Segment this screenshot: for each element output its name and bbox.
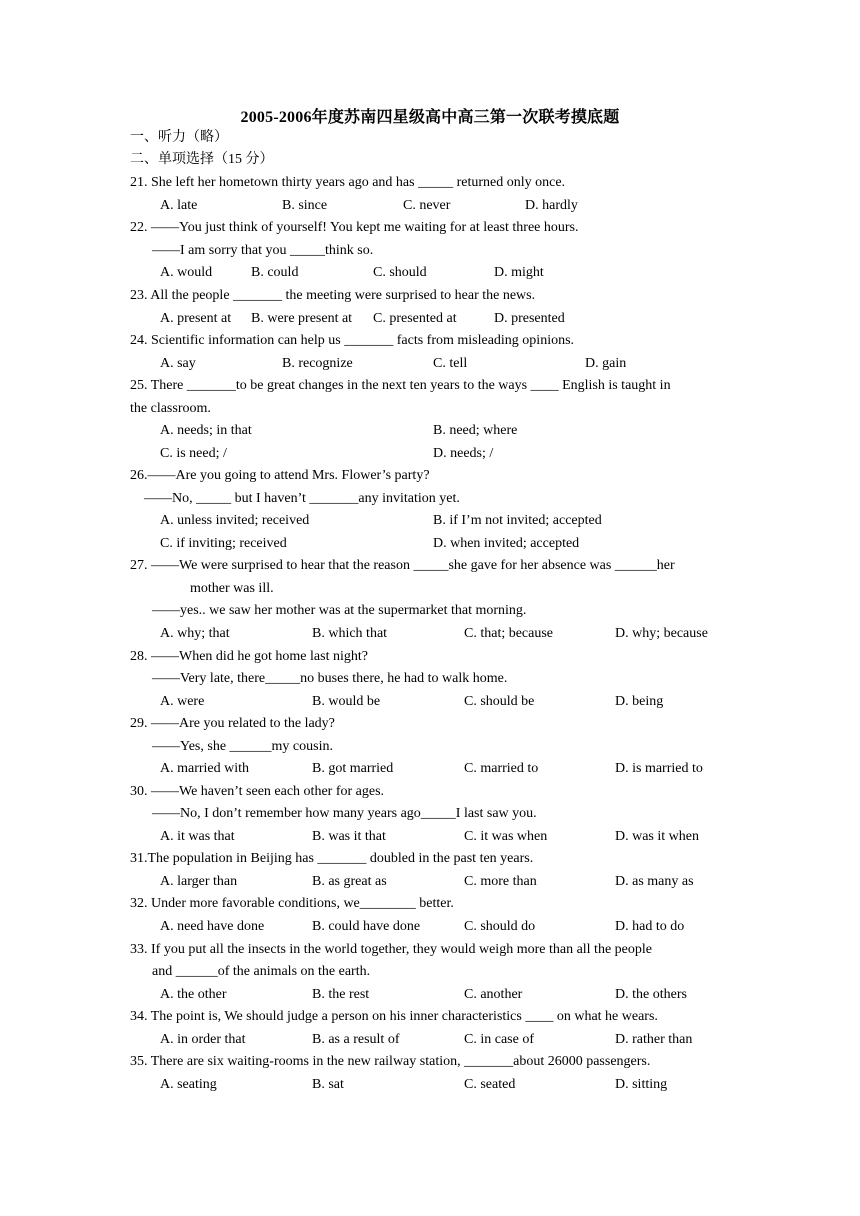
question-32-option-a: A. need have done bbox=[160, 919, 265, 934]
question-22-option-d: D. might bbox=[494, 265, 544, 280]
question-21-option-b: B. since bbox=[282, 198, 328, 213]
question-27-option-d: D. why; because bbox=[615, 626, 708, 641]
question-33-option-d: D. the others bbox=[615, 987, 687, 1002]
question-23-stem: 23. All the people _______ the meeting were surprised to hear the news. bbox=[130, 288, 536, 303]
question-26-reply: ——No, _____ but I haven’t _______any invitation yet. bbox=[144, 491, 460, 506]
question-32-option-d: D. had to do bbox=[615, 919, 685, 934]
question-24-option-d: D. gain bbox=[585, 356, 627, 371]
question-24-stem: 24. Scientific information can help us _______ facts from misleading opinions. bbox=[130, 333, 575, 348]
question-23-option-d: D. presented bbox=[494, 311, 565, 326]
section-listening: 一、听力（略） bbox=[130, 130, 228, 145]
question-30-option-c: C. it was when bbox=[464, 829, 548, 844]
question-31-option-c: C. more than bbox=[464, 874, 537, 889]
question-31-stem: 31.The population in Beijing has _______ doubled in the past ten years. bbox=[130, 851, 534, 866]
question-33-stem: 33. If you put all the insects in the world together, they would weigh more than all the people bbox=[130, 942, 652, 957]
question-23-option-b: B. were present at bbox=[251, 311, 353, 326]
question-26-option-c: C. if inviting; received bbox=[160, 536, 287, 551]
question-29-option-d: D. is married to bbox=[615, 761, 703, 776]
question-29-option-c: C. married to bbox=[464, 761, 539, 776]
question-33-option-b: B. the rest bbox=[312, 987, 370, 1002]
question-34-option-c: C. in case of bbox=[464, 1032, 534, 1047]
question-21-stem: 21. She left her hometown thirty years ago and has _____ returned only once. bbox=[130, 175, 566, 190]
question-25-option-c: C. is need; / bbox=[160, 446, 227, 461]
question-35-option-d: D. sitting bbox=[615, 1077, 668, 1092]
question-32-option-b: B. could have done bbox=[312, 919, 421, 934]
question-25-option-a: A. needs; in that bbox=[160, 423, 252, 438]
question-33-option-c: C. another bbox=[464, 987, 523, 1002]
question-31-option-a: A. larger than bbox=[160, 874, 238, 889]
question-31-option-d: D. as many as bbox=[615, 874, 694, 889]
question-33-stem-continued: and ______of the animals on the earth. bbox=[152, 964, 371, 979]
question-30-stem: 30. ——We haven’t seen each other for ages. bbox=[130, 784, 385, 799]
question-34-option-b: B. as a result of bbox=[312, 1032, 400, 1047]
question-21-option-d: D. hardly bbox=[525, 198, 578, 213]
question-27-reply: ——yes.. we saw her mother was at the supermarket that morning. bbox=[152, 603, 527, 618]
question-28-option-a: A. were bbox=[160, 694, 205, 709]
question-29-stem: 29. ——Are you related to the lady? bbox=[130, 716, 335, 731]
question-29-reply: ——Yes, she ______my cousin. bbox=[152, 739, 333, 754]
question-23-option-c: C. presented at bbox=[373, 311, 457, 326]
question-35-option-b: B. sat bbox=[312, 1077, 344, 1092]
question-34-option-a: A. in order that bbox=[160, 1032, 246, 1047]
question-30-option-d: D. was it when bbox=[615, 829, 699, 844]
question-33-option-a: A. the other bbox=[160, 987, 227, 1002]
question-35-option-c: C. seated bbox=[464, 1077, 516, 1092]
question-32-option-c: C. should do bbox=[464, 919, 536, 934]
question-24-option-b: B. recognize bbox=[282, 356, 353, 371]
question-32-stem: 32. Under more favorable conditions, we________ better. bbox=[130, 896, 454, 911]
question-22-reply: ——I am sorry that you _____think so. bbox=[152, 243, 374, 258]
page-title: 2005-2006年度苏南四星级高中高三第一次联考摸底题 bbox=[240, 109, 620, 126]
question-31-option-b: B. as great as bbox=[312, 874, 387, 889]
question-29-option-b: B. got married bbox=[312, 761, 394, 776]
question-30-option-a: A. it was that bbox=[160, 829, 235, 844]
question-28-option-b: B. would be bbox=[312, 694, 381, 709]
question-26-stem: 26.——Are you going to attend Mrs. Flower’s party? bbox=[130, 468, 430, 483]
question-28-reply: ——Very late, there_____no buses there, he had to walk home. bbox=[152, 671, 508, 686]
question-26-option-a: A. unless invited; received bbox=[160, 513, 310, 528]
question-27-stem-continued: mother was ill. bbox=[190, 581, 274, 596]
question-26-option-d: D. when invited; accepted bbox=[433, 536, 580, 551]
question-30-reply: ——No, I don’t remember how many years ago_____I last saw you. bbox=[152, 806, 537, 821]
question-25-stem: 25. There _______to be great changes in the next ten years to the ways ____ English is taught in bbox=[130, 378, 671, 393]
question-34-stem: 34. The point is, We should judge a person on his inner characteristics ____ on what he wears. bbox=[130, 1009, 658, 1024]
question-27-option-b: B. which that bbox=[312, 626, 388, 641]
question-27-option-c: C. that; because bbox=[464, 626, 554, 641]
question-30-option-b: B. was it that bbox=[312, 829, 386, 844]
question-28-option-c: C. should be bbox=[464, 694, 535, 709]
question-28-option-d: D. being bbox=[615, 694, 664, 709]
question-25-option-b: B. need; where bbox=[433, 423, 518, 438]
question-22-option-b: B. could bbox=[251, 265, 299, 280]
question-25-stem-continued: the classroom. bbox=[130, 401, 211, 416]
question-22-stem: 22. ——You just think of yourself! You kept me waiting for at least three hours. bbox=[130, 220, 579, 235]
question-26-option-b: B. if I’m not invited; accepted bbox=[433, 513, 602, 528]
question-27-stem: 27. ——We were surprised to hear that the reason _____she gave for her absence was ______her bbox=[130, 558, 675, 573]
question-23-option-a: A. present at bbox=[160, 311, 232, 326]
question-34-option-d: D. rather than bbox=[615, 1032, 693, 1047]
question-35-option-a: A. seating bbox=[160, 1077, 217, 1092]
question-22-option-a: A. would bbox=[160, 265, 213, 280]
question-24-option-c: C. tell bbox=[433, 356, 468, 371]
question-21-option-a: A. late bbox=[160, 198, 198, 213]
question-21-option-c: C. never bbox=[403, 198, 451, 213]
question-28-stem: 28. ——When did he got home last night? bbox=[130, 649, 368, 664]
question-29-option-a: A. married with bbox=[160, 761, 250, 776]
question-35-stem: 35. There are six waiting-rooms in the new railway station, _______about 26000 passengers. bbox=[130, 1054, 651, 1069]
question-24-option-a: A. say bbox=[160, 356, 196, 371]
question-22-option-c: C. should bbox=[373, 265, 427, 280]
question-25-option-d: D. needs; / bbox=[433, 446, 494, 461]
section-single-choice: 二、单项选择（15 分） bbox=[130, 152, 274, 167]
question-27-option-a: A. why; that bbox=[160, 626, 230, 641]
